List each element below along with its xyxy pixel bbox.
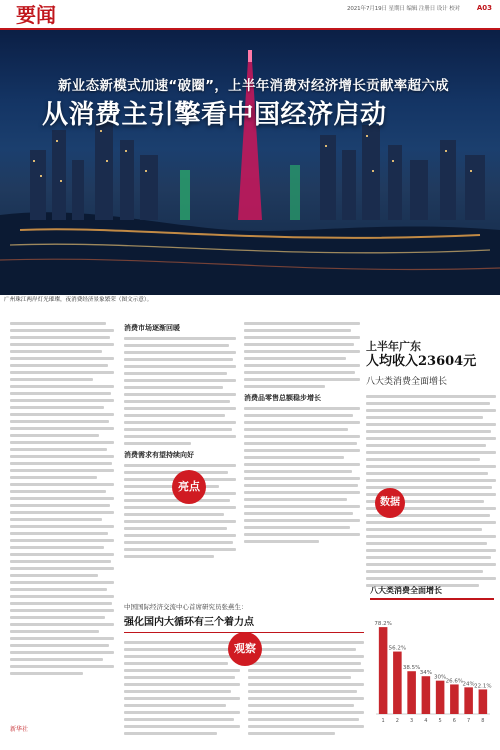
- text-line: [244, 463, 360, 466]
- text-line: [10, 616, 105, 619]
- text-line: [124, 358, 233, 361]
- text-line: [10, 588, 107, 591]
- text-line: [248, 662, 361, 665]
- hero-subtitle: 新业态新模式加速“破圈”，上半年消费对经济增长贡献率超六成: [58, 78, 449, 94]
- text-line: [244, 336, 360, 339]
- middle-article-2: [244, 318, 360, 543]
- hero-title: 从消费主引擎看中国经济启动: [42, 100, 387, 130]
- text-line: [366, 423, 496, 426]
- text-line: [10, 427, 114, 430]
- chart-bar-4: [422, 676, 431, 714]
- text-line: [10, 525, 114, 528]
- text-line: [10, 448, 107, 451]
- text-line: [244, 343, 354, 346]
- text-line: [248, 648, 356, 651]
- text-line: [10, 364, 108, 367]
- text-line: [124, 344, 229, 347]
- text-line: [244, 329, 351, 332]
- text-line: [10, 595, 114, 598]
- data-panel: [366, 340, 496, 587]
- text-line: [366, 479, 496, 482]
- text-line: [124, 704, 226, 707]
- chart-value-label-3: 38.5%: [402, 665, 421, 672]
- text-line: [366, 549, 496, 552]
- text-line: [248, 641, 364, 644]
- chart-plot: [370, 600, 494, 730]
- text-line: [244, 378, 360, 381]
- text-line: [124, 711, 240, 714]
- chart-category-label-4: 4: [424, 718, 428, 724]
- text-line: [10, 420, 109, 423]
- text-line: [124, 648, 233, 651]
- hero-photo: [0, 30, 500, 295]
- text-line: [124, 520, 236, 523]
- text-line: [244, 470, 352, 473]
- text-line: [366, 444, 486, 447]
- text-line: [124, 379, 236, 382]
- text-line: [366, 430, 491, 433]
- text-line: [248, 711, 364, 714]
- text-line: [244, 477, 360, 480]
- text-line: [10, 581, 114, 584]
- text-line: [366, 437, 496, 440]
- text-line: [10, 343, 114, 346]
- text-line: [244, 484, 358, 487]
- text-line: [244, 491, 360, 494]
- text-line: [244, 421, 360, 424]
- text-line: [10, 637, 114, 640]
- photo-caption: 广州珠江两岸灯光璀璨，夜消费经济景象繁荣（图文示意）。: [4, 297, 153, 303]
- text-line: [366, 542, 487, 545]
- text-line: [244, 322, 360, 325]
- chart-title: 八大类消费全面增长: [370, 586, 442, 595]
- chart-value-label-2: 56.2%: [388, 645, 407, 652]
- text-line: [10, 539, 114, 542]
- text-line: [10, 665, 114, 668]
- text-line: [10, 560, 111, 563]
- chart-value-label-7: 24%: [462, 681, 475, 688]
- text-line: [366, 570, 483, 573]
- text-line: [124, 641, 240, 644]
- text-line: [124, 662, 228, 665]
- middle-head-1: 消费市场逐渐回暖: [124, 324, 180, 332]
- text-line: [366, 563, 496, 566]
- text-line: [124, 442, 191, 445]
- text-line: [10, 476, 97, 479]
- text-line: [10, 672, 83, 675]
- text-line: [366, 472, 488, 475]
- text-line: [248, 655, 364, 658]
- middle-article-1: [124, 318, 236, 558]
- text-line: [10, 371, 114, 374]
- text-line: [244, 512, 353, 515]
- chart-value-label-1: 78.2%: [374, 621, 392, 628]
- text-line: [124, 471, 228, 474]
- text-line: [244, 407, 360, 410]
- text-line: [124, 393, 236, 396]
- text-line: [10, 574, 98, 577]
- text-line: [10, 490, 106, 493]
- chart-value-label-4: 34%: [419, 670, 432, 677]
- text-line: [244, 357, 346, 360]
- text-line: [244, 385, 325, 388]
- text-line: [366, 577, 496, 580]
- text-line: [244, 435, 360, 438]
- text-line: [244, 449, 360, 452]
- text-line: [366, 402, 490, 405]
- text-line: [366, 458, 480, 461]
- chart-value-label-6: 26.6%: [445, 678, 464, 685]
- text-line: [10, 497, 114, 500]
- text-line: [10, 546, 104, 549]
- text-line: [10, 399, 114, 402]
- text-line: [248, 732, 335, 735]
- chart-bar-2: [393, 652, 402, 714]
- text-line: [366, 416, 483, 419]
- text-line: [124, 718, 234, 721]
- text-line: [124, 513, 224, 516]
- text-line: [244, 350, 360, 353]
- text-line: [248, 690, 357, 693]
- text-line: [244, 533, 360, 536]
- right-head: 消费品零售总额稳步增长: [244, 394, 321, 402]
- text-line: [124, 655, 240, 658]
- text-line: [244, 456, 344, 459]
- text-line: [124, 400, 230, 403]
- text-line: [244, 364, 360, 367]
- text-line: [124, 527, 227, 530]
- text-line: [10, 483, 114, 486]
- text-line: [366, 451, 496, 454]
- text-line: [10, 406, 104, 409]
- text-line: [10, 392, 111, 395]
- data-badge: 数据: [375, 488, 405, 518]
- text-line: [10, 441, 114, 444]
- text-line: [10, 336, 110, 339]
- text-line: [366, 521, 496, 524]
- text-line: [10, 462, 112, 465]
- text-line: [124, 555, 214, 558]
- text-line: [10, 609, 114, 612]
- chart-bar-1: [379, 627, 388, 714]
- text-line: [10, 329, 114, 332]
- text-line: [10, 567, 114, 570]
- text-line: [124, 414, 225, 417]
- text-line: [244, 371, 355, 374]
- interview-kicker: 中国国际经济交流中心首席研究员张燕生：: [124, 603, 248, 611]
- chart-value-label-8: 22.1%: [474, 683, 492, 690]
- text-line: [10, 378, 93, 381]
- text-line: [244, 442, 357, 445]
- text-line: [124, 732, 217, 735]
- text-line: [248, 669, 364, 672]
- text-line: [10, 504, 110, 507]
- text-line: [10, 350, 102, 353]
- text-line: [124, 365, 236, 368]
- data-panel-title: 人均收入23604元: [366, 354, 477, 369]
- text-line: [366, 535, 496, 538]
- chart-bar-6: [450, 684, 459, 714]
- text-line: [124, 683, 240, 686]
- text-line: [366, 556, 491, 559]
- section-title: 要闻: [16, 3, 56, 27]
- middle-head-2: 消费需求有望持续向好: [124, 451, 194, 459]
- text-line: [124, 428, 232, 431]
- view-badge: 观察: [228, 632, 262, 666]
- text-line: [124, 337, 236, 340]
- text-line: [10, 630, 99, 633]
- chart-bar-3: [407, 671, 416, 714]
- chart-bar-5: [436, 681, 445, 714]
- city-skyline-illustration: [0, 30, 500, 295]
- text-line: [10, 644, 109, 647]
- text-line: [248, 725, 364, 728]
- text-line: [124, 697, 240, 700]
- text-line: [244, 526, 350, 529]
- text-line: [124, 372, 227, 375]
- data-panel-kicker: 上半年广东: [366, 340, 421, 353]
- text-line: [244, 498, 347, 501]
- text-line: [10, 413, 114, 416]
- text-line: [10, 518, 102, 521]
- text-line: [124, 676, 235, 679]
- text-line: [10, 385, 114, 388]
- text-line: [10, 602, 112, 605]
- chart-category-label-8: 8: [481, 718, 485, 724]
- text-line: [10, 469, 114, 472]
- text-line: [244, 540, 319, 543]
- byline: 新华社: [10, 726, 29, 733]
- chart-category-label-1: 1: [381, 718, 385, 724]
- chart-category-label-7: 7: [467, 718, 471, 724]
- text-line: [10, 553, 114, 556]
- interview-col-1: [124, 637, 240, 735]
- text-line: [244, 414, 353, 417]
- interview-col-2: [248, 637, 364, 735]
- text-line: [248, 697, 364, 700]
- data-panel-subtitle: 八大类消费全面增长: [366, 377, 448, 387]
- text-line: [124, 407, 236, 410]
- text-line: [366, 409, 496, 412]
- text-line: [10, 511, 114, 514]
- chart-category-label-3: 3: [410, 718, 414, 724]
- page-number: A03: [476, 4, 492, 12]
- text-line: [124, 534, 236, 537]
- text-line: [248, 704, 354, 707]
- text-line: [124, 421, 236, 424]
- text-line: [124, 351, 236, 354]
- text-line: [248, 683, 364, 686]
- text-line: [124, 548, 236, 551]
- text-line: [10, 658, 103, 661]
- text-line: [366, 528, 482, 531]
- text-line: [244, 505, 360, 508]
- text-line: [124, 690, 231, 693]
- text-line: [124, 435, 236, 438]
- text-line: [248, 718, 359, 721]
- chart-category-label-5: 5: [438, 718, 442, 724]
- text-line: [124, 386, 223, 389]
- consumption-chart: [370, 585, 494, 735]
- text-line: [124, 725, 240, 728]
- chart-bar-8: [479, 689, 488, 714]
- interview-title: 强化国内大循环有三个着力点: [124, 617, 254, 628]
- text-line: [248, 676, 351, 679]
- interview-block: [124, 602, 364, 735]
- text-line: [10, 357, 114, 360]
- text-line: [244, 428, 348, 431]
- text-line: [10, 623, 114, 626]
- text-line: [10, 455, 114, 458]
- chart-category-label-2: 2: [395, 718, 399, 724]
- text-line: [124, 669, 240, 672]
- text-line: [10, 651, 114, 654]
- left-article: [10, 318, 114, 675]
- masthead: [0, 0, 500, 28]
- text-line: [10, 322, 106, 325]
- text-line: [244, 519, 360, 522]
- chart-category-label-6: 6: [452, 718, 456, 724]
- chart-bar-7: [464, 687, 473, 714]
- text-line: [366, 395, 496, 398]
- text-line: [10, 532, 108, 535]
- issue-meta: 2021年7月19日 星期日 编辑 注册日 设计 校对: [346, 6, 460, 12]
- text-line: [124, 464, 236, 467]
- text-line: [124, 506, 236, 509]
- text-line: [10, 434, 99, 437]
- chart-value-label-5: 30%: [434, 674, 447, 681]
- text-line: [366, 465, 496, 468]
- text-line: [124, 541, 233, 544]
- highlight-badge: 亮点: [172, 470, 206, 504]
